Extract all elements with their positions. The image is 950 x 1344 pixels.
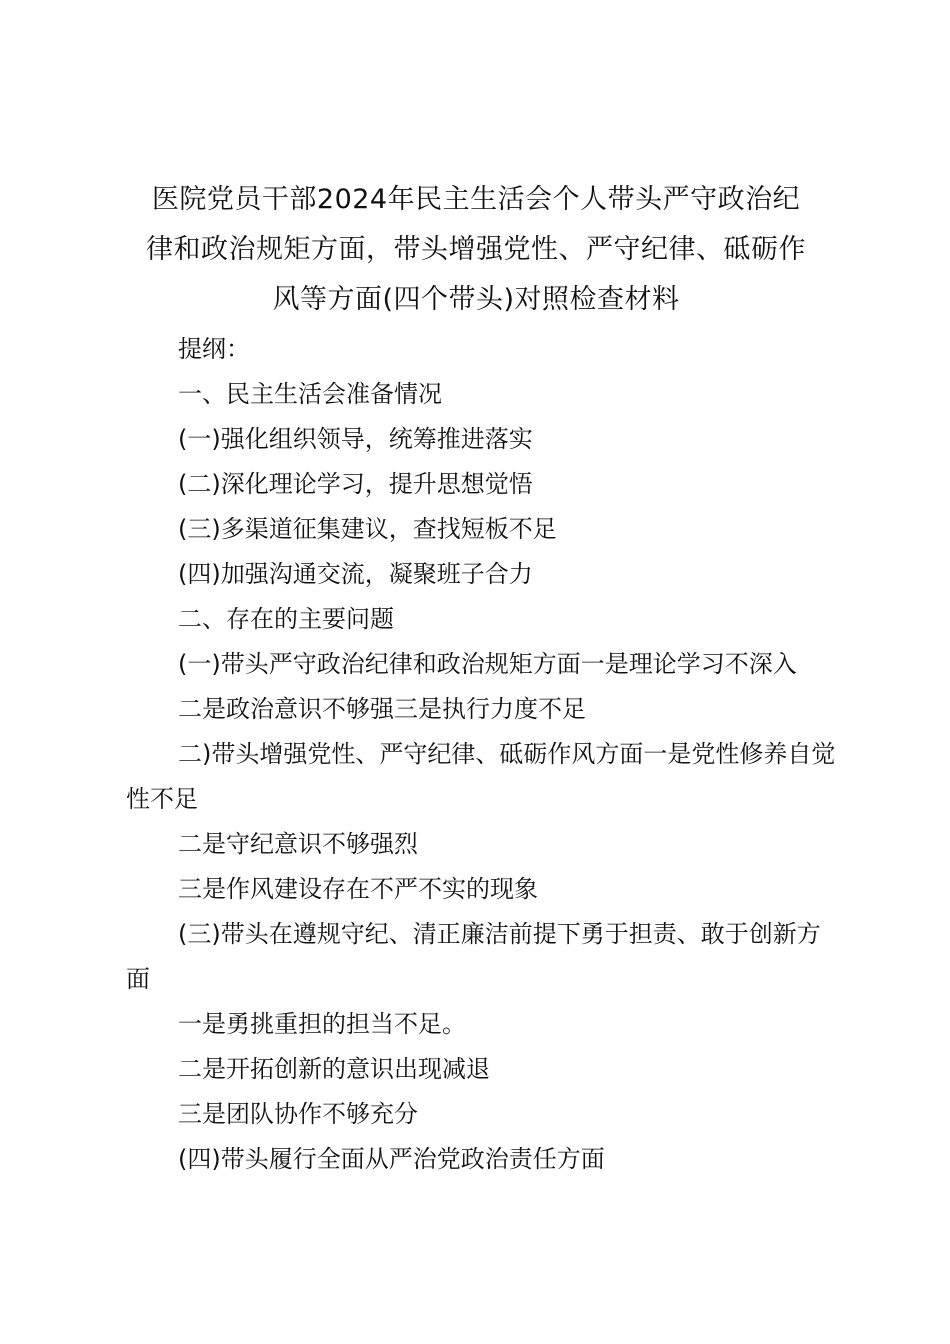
title-line-3: 风等方面(四个带头)对照检查材料	[272, 284, 680, 315]
outline-item: (一)强化组织领导，统筹推进落实	[178, 425, 533, 453]
document-body	[126, 327, 836, 1182]
title-line-2: 律和政治规矩方面，带头增强党性、严守纪律、砥砺作	[146, 234, 806, 265]
outline-item: 三是作风建设存在不严不实的现象	[178, 875, 538, 903]
outline-item: (三)多渠道征集建议，查找短板不足	[178, 515, 557, 543]
outline-item: 二)带头增强党性、严守纪律、砥砺作风方面一是党性修养自觉性不足	[126, 740, 836, 813]
outline-item: 二是开拓创新的意识出现减退	[178, 1055, 490, 1083]
outline-item: (三)带头在遵规守纪、清正廉洁前提下勇于担责、敢于创新方面	[126, 920, 821, 993]
document-title	[120, 175, 832, 325]
outline-label: 提纲：	[178, 335, 250, 363]
outline-item: (四)加强沟通交流，凝聚班子合力	[178, 560, 533, 588]
title-line-1: 医院党员干部2024年民主生活会个人带头严守政治纪	[151, 184, 801, 215]
outline-item: 二是守纪意识不够强烈	[178, 830, 418, 858]
outline-item: 三是团队协作不够充分	[178, 1100, 418, 1128]
outline-item: 一是勇挑重担的担当不足。	[178, 1010, 466, 1038]
section-heading: 一、民主生活会准备情况	[178, 380, 442, 408]
outline-item: (一)带头严守政治纪律和政治规矩方面一是理论学习不深入	[178, 650, 797, 678]
section-heading: 二、存在的主要问题	[178, 605, 394, 633]
outline-item: (二)深化理论学习，提升思想觉悟	[178, 470, 533, 498]
outline-item: 二是政治意识不够强三是执行力度不足	[178, 695, 586, 723]
outline-item: (四)带头履行全面从严治党政治责任方面	[178, 1145, 605, 1173]
